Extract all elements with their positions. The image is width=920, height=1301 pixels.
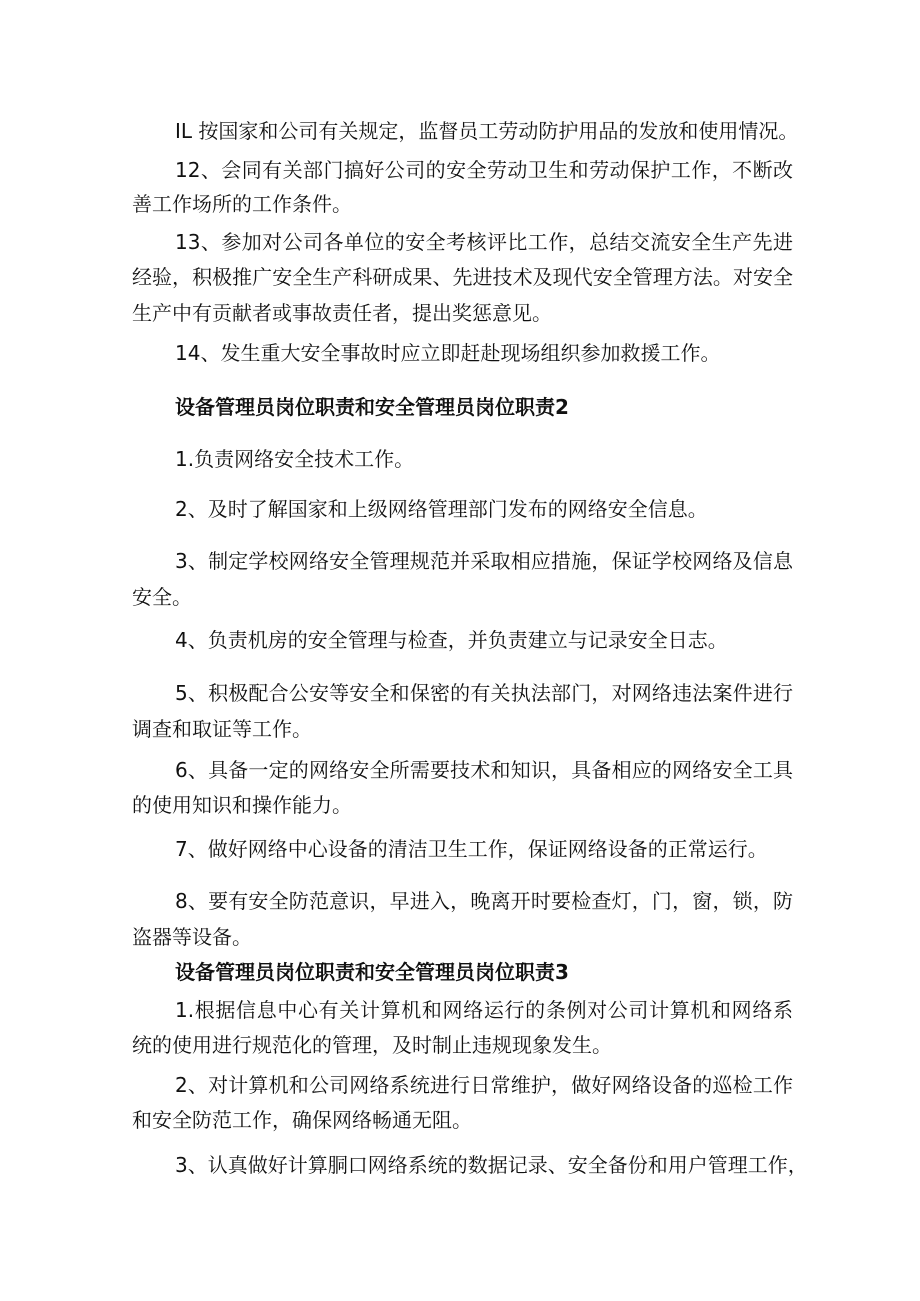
paragraph-line: 12、会同有关部门搞好公司的安全劳动卫生和劳动保护工作，不断改 [175,158,793,182]
paragraph-line: 调查和取证等工作。 [132,717,312,741]
paragraph-line: 生产中有贡献者或事故责任者，提出奖惩意见。 [132,301,552,325]
paragraph-line: 盗器等设备。 [132,925,252,949]
paragraph-line: 14、发生重大安全事故时应立即赶赴现场组织参加救援工作。 [175,341,721,365]
paragraph-line: 2、及时了解国家和上级网络管理部门发布的网络安全信息。 [175,497,708,521]
paragraph-line: 3、认真做好计算胴口网络系统的数据记录、安全备份和用户管理工作， [175,1153,808,1177]
section-heading: 设备管理员岗位职责和安全管理员岗位职责3 [175,960,569,984]
paragraph-line: 和安全防范工作，确保网络畅通无阻。 [132,1108,472,1132]
paragraph-line: 1.根据信息中心有关计算机和网络运行的条例对公司计算机和网络系 [175,998,793,1022]
paragraph-line: 1.负责网络安全技术工作。 [175,447,415,471]
paragraph-line: 6、具备一定的网络安全所需要技术和知识，具备相应的网络安全工具 [175,758,793,782]
paragraph-line: 3、制定学校网络安全管理规范并采取相应措施，保证学校网络及信息 [175,549,793,573]
paragraph-line: 8、要有安全防范意识，早进入，晚离开时要检查灯，门，窗，锁，防 [175,889,793,913]
paragraph-line: 统的使用进行规范化的管理，及时制止违规现象发生。 [132,1033,612,1057]
paragraph-line: 5、积极配合公安等安全和保密的有关执法部门，对网络违法案件进行 [175,681,793,705]
paragraph-line: 2、对计算机和公司网络系统进行日常维护，做好网络设备的巡检工作 [175,1073,793,1097]
paragraph-line: IL 按国家和公司有关规定，监督员工劳动防护用品的发放和使用情况。 [175,119,799,143]
paragraph-line: 7、做好网络中心设备的清洁卫生工作，保证网络设备的正常运行。 [175,837,768,861]
paragraph-line: 安全。 [132,585,192,609]
paragraph-line: 善工作场所的工作条件。 [132,192,352,216]
paragraph-line: 4、负责机房的安全管理与检查，并负责建立与记录安全日志。 [175,628,728,652]
paragraph-line: 的使用知识和操作能力。 [132,793,352,817]
section-heading: 设备管理员岗位职责和安全管理员岗位职责2 [175,395,569,419]
paragraph-line: 经验，积极推广安全生产科研成果、先进技术及现代安全管理方法。对安全 [132,265,793,289]
paragraph-line: 13、参加对公司各单位的安全考核评比工作，总结交流安全生产先进 [175,230,793,254]
